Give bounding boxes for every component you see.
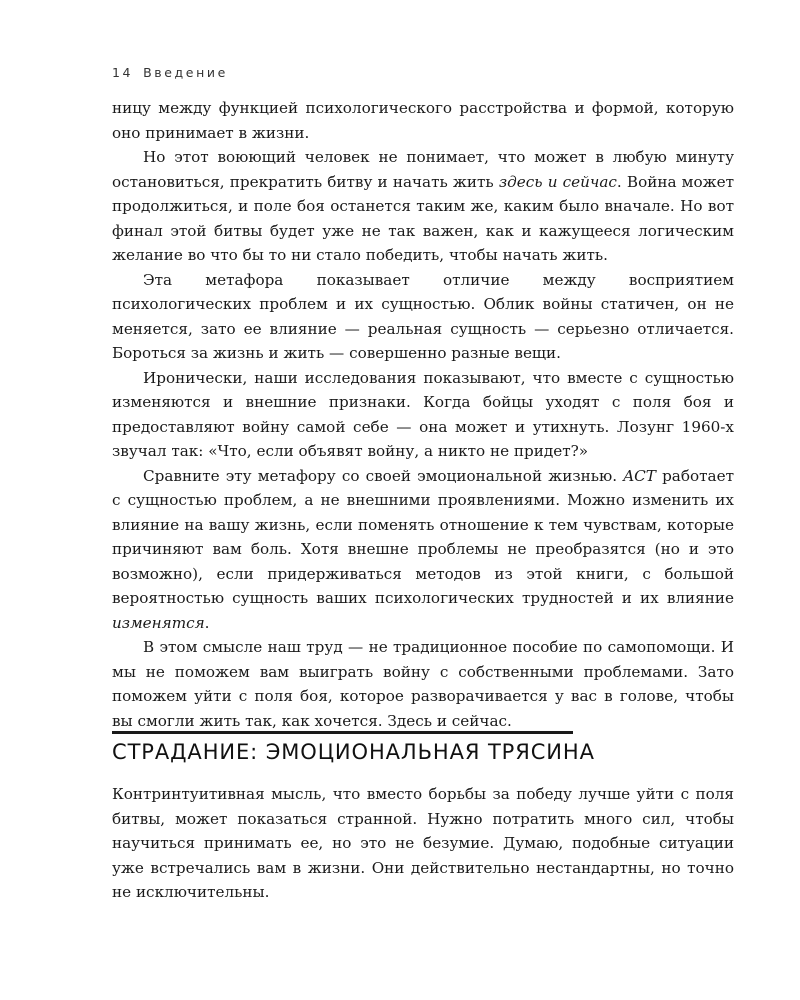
emphasis: здесь и сейчас xyxy=(498,172,617,191)
body-text xyxy=(112,96,734,733)
text-run: Сравните эту метафору со своей эмоциональной жизнью. xyxy=(143,466,624,485)
running-head xyxy=(112,65,228,80)
text-run: Но этот воюющий человек не понимает, что может в любую минуту остановиться, прекратить битву и начать жить xyxy=(112,148,734,191)
paragraph xyxy=(112,145,734,268)
emphasis: изменятся xyxy=(112,613,205,632)
section-title: СТРАДАНИЕ: ЭМОЦИОНАЛЬНАЯ ТРЯСИНА xyxy=(112,740,595,764)
page-number: 14 xyxy=(112,65,134,80)
text-run: . xyxy=(204,613,210,632)
paragraph xyxy=(112,464,734,636)
paragraph: В этом смысле наш труд — не традиционное пособие по самопомощи. И мы не поможем вам выиграть войну с собственными проблемами. Зато поможем уйти с поля боя, которое разворачивается у вас в голове, чтобы вы смогли жить так, как хочется. Здесь и сейчас. xyxy=(112,638,734,730)
paragraph: Контринтуитивная мысль, что вместо борьбы за победу лучше уйти с поля битвы, может показаться странной. Нужно потратить много сил, чтобы научиться принимать ее, но это не безумие. Думаю, подобные ситуации уже встречались вам в жизни. Они действительно нестандартны, но точно не исключительны. xyxy=(112,785,734,901)
text-run: . Война может продолжиться, и поле боя останется таким же, каким было вначале. Но вот финал этой битвы будет уже не так важен, как и кажущееся логическим желание во что бы то ни стало победить, чтобы начать жить. xyxy=(112,172,734,264)
paragraph: Эта метафора показывает отличие между восприятием психологических проблем и их сущностью. Облик войны статичен, он не меняется, зато ее влияние — реальная сущность — серьезно отличается. Бороться за жизнь и жить — совершенно разные вещи. xyxy=(112,270,734,362)
section-rule xyxy=(112,731,573,734)
running-head-section: Введение xyxy=(143,65,228,80)
text-run: работает с сущностью проблем, а не внешними проявлениями. Можно изменить их влияние на вашу жизнь, если поменять отношение к тем чувствам, которые причиняют вам боль. Хотя внешне проблемы не преобразятся (но и это возможно), если придерживаться методов из этой книги, с большой вероятностью сущность ваших психологических трудностей и их влияние xyxy=(112,466,734,607)
paragraph: Иронически, наши исследования показывают, что вместе с сущностью изменяются и внешние признаки. Когда бойцы уходят с поля боя и предоставляют войну самой себе — она может и утихнуть. Лозунг 1960-х звучал так: «Что, если объявят войну, а никто не придет?» xyxy=(112,368,734,460)
emphasis: ACT xyxy=(623,466,656,485)
section-text xyxy=(112,782,734,905)
paragraph: ницу между функцией психологического расстройства и формой, которую оно принимает в жизни. xyxy=(112,99,734,142)
